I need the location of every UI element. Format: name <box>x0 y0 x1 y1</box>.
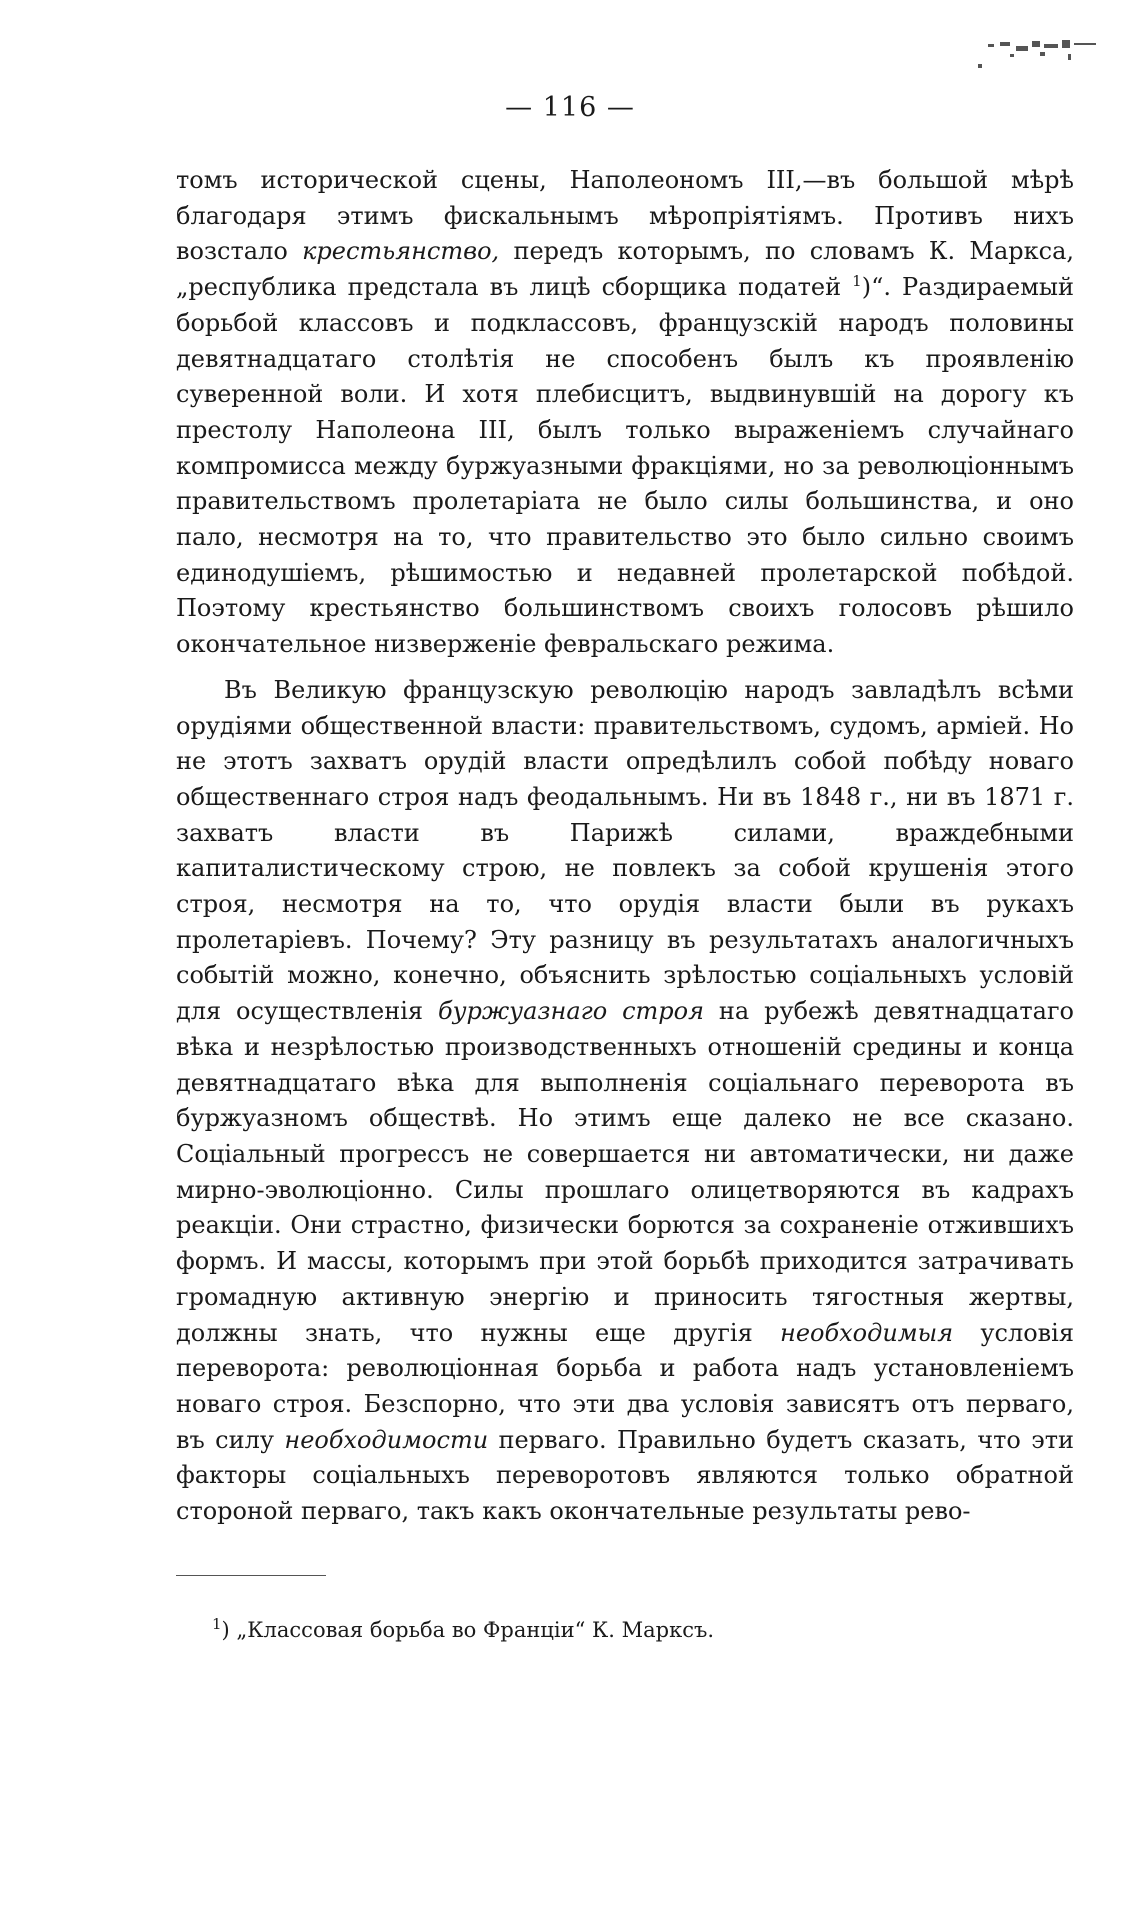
emphasis-text: буржуазнаго строя <box>437 997 704 1026</box>
text-run: )“. Раздираемый борьбой классовъ и подклассовъ, французскій народъ половины девятнадцатаго столѣтія не способенъ былъ къ проявленію суверенной воли. И хотя плебисцитъ, выдвинувшій на дорогу къ престолу Наполеона III, былъ только выраженіемъ случайнаго компромисса между буржуазными фракціями, но за революціоннымъ правительствомъ пролетаріата не было силы большинства, и оно пало, несмотря на то, что правительство это было сильно своимъ единодушіемъ, рѣшимостью и недавней пролетарской побѣдой. Поэтому крестьянство большинствомъ своихъ голосовъ рѣшило окончательное низверженіе февральскаго режима. <box>176 273 1074 659</box>
main-text <box>176 163 1074 1530</box>
emphasis-text: необходимости <box>284 1425 489 1454</box>
footnote <box>212 1616 1072 1644</box>
paragraph-2 <box>176 673 1074 1530</box>
paragraph-1 <box>176 163 1074 663</box>
text-run: на рубежѣ девятнадцатаго вѣка и незрѣлостью производственныхъ отношеній средины и конца девятнадцатаго вѣка для выполненія соціальнаго переворота въ буржуазномъ обществѣ. Но этимъ еще далеко не все сказано. Соціальный прогрессъ не совершается ни автоматически, ни даже мирно-эволюціонно. Силы прошлаго олицетворяются въ кадрахъ реакціи. Они страстно, физически борются за сохраненіе отжившихъ формъ. И массы, которымъ при этой борьбѣ приходится затрачивать громадную активную энергію и приносить тягостныя жертвы, должны знать, что нужны еще другія <box>176 997 1074 1347</box>
scan-artifact-mark <box>970 38 1110 78</box>
text-run: томъ исторической сцены, Наполеономъ III,—въ большой мѣрѣ благодаря этимъ фискальнымъ мѣропріятіямъ. Противъ нихъ возстало <box>176 166 1074 266</box>
footnote-marker-paren: ) <box>221 1618 230 1642</box>
text-run: условія переворота: революціонная борьба и работа надъ установленіемъ новаго строя. Безспорно, что эти два условія зависятъ отъ перваго, въ силу <box>176 1318 1075 1454</box>
text-run: передъ которымъ, по словамъ К. Маркса, „республика предстала въ лицѣ сборщика податей <box>176 237 1075 302</box>
footnote-reference[interactable]: 1 <box>852 272 862 291</box>
emphasis-text: необходимыя <box>780 1318 954 1347</box>
footnote-divider <box>176 1575 326 1576</box>
footnote-marker: 1 <box>212 1615 222 1633</box>
text-run: перваго. Правильно будетъ сказать, что эти факторы соціальныхъ переворотовъ являются только обратной стороной перваго, такъ какъ окончательные результаты рево- <box>176 1425 1074 1526</box>
text-run: Въ Великую французскую революцію народъ завладѣлъ всѣми орудіями общественной власти: правительствомъ, судомъ, арміей. Но не этотъ захватъ орудій власти опредѣлилъ собой побѣду новаго общественнаго строя надъ феодальнымъ. Ни въ 1848 г., ни въ 1871 г. захватъ власти въ Парижѣ силами, враждебными капиталистическому строю, не повлекъ за собой крушенія этого строя, несмотря на то, что орудія власти были въ рукахъ пролетаріевъ. Почему? Эту разницу въ результатахъ аналогичныхъ событій можно, конечно, объяснить зрѣлостью соціальныхъ условій для осуществленія <box>176 675 1074 1026</box>
emphasis-text: крестьянство, <box>302 237 500 266</box>
page-number: — 116 — <box>505 92 635 123</box>
footnote-text: „Классовая борьба во Франціи“ К. Марксъ. <box>229 1618 715 1642</box>
